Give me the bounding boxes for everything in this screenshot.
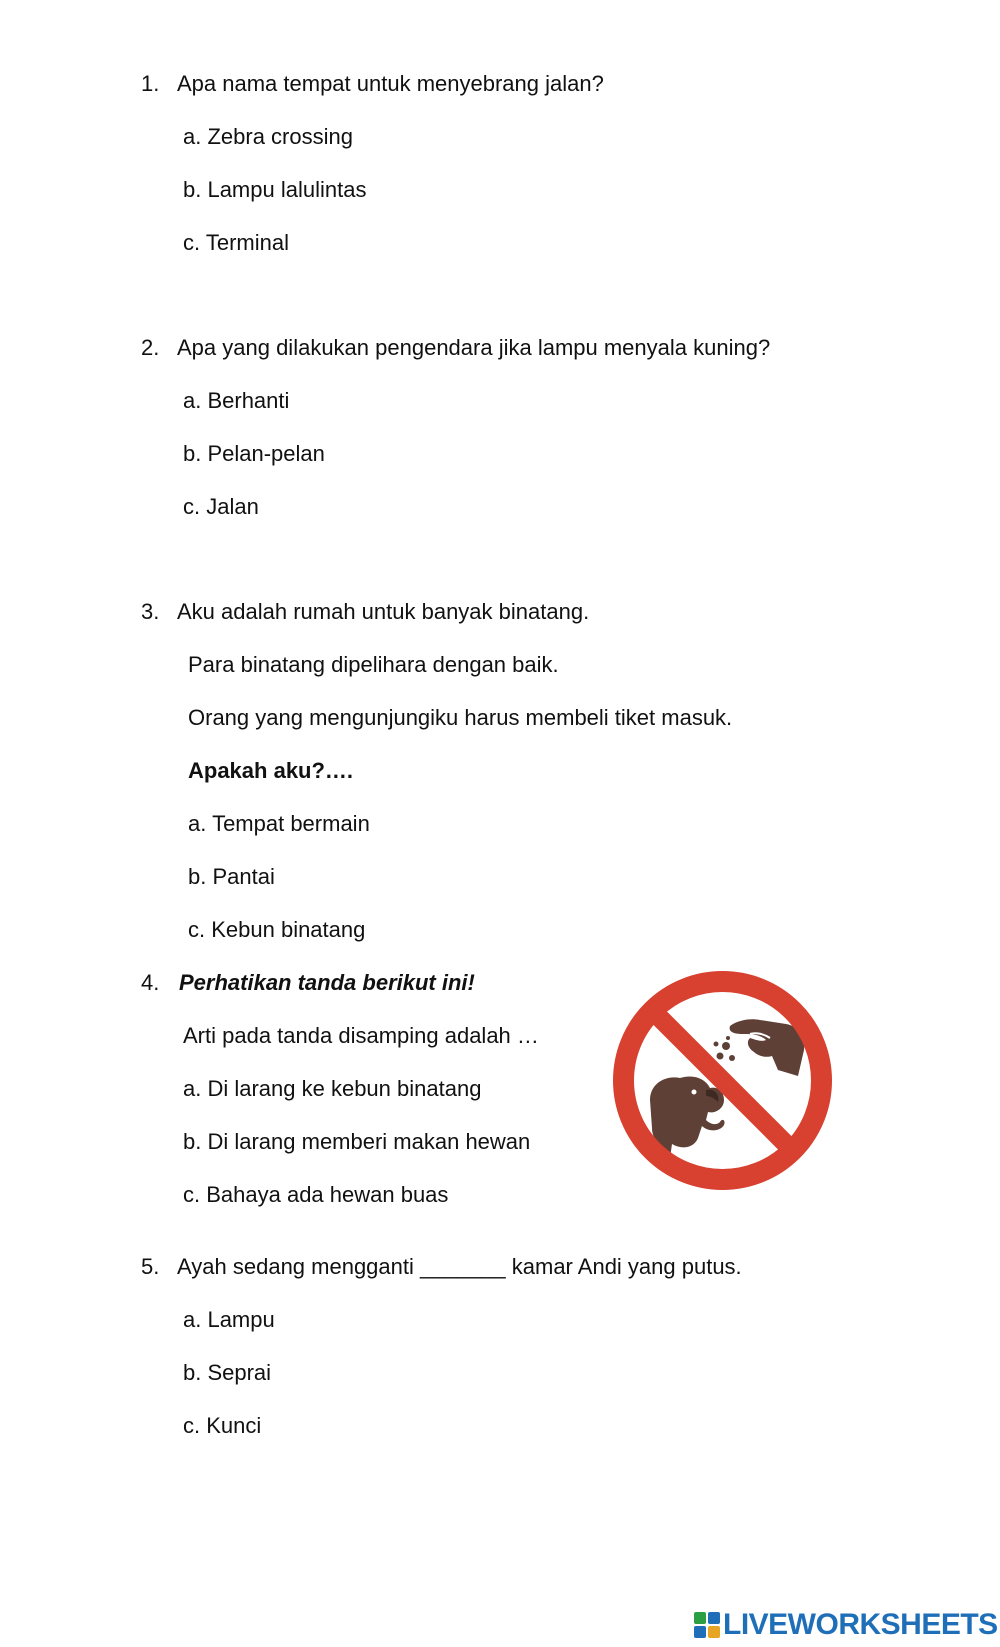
question-4-text: Perhatikan tanda berikut ini! <box>179 970 475 995</box>
question-1-text: Apa nama tempat untuk menyebrang jalan? <box>177 71 604 96</box>
question-5-number: 5. <box>141 1254 160 1279</box>
question-1-option-a[interactable]: a. Zebra crossing <box>183 124 353 149</box>
feeding-hand-icon <box>714 1019 805 1076</box>
question-5-option-c[interactable]: c. Kunci <box>183 1413 262 1438</box>
liveworksheets-logo[interactable] <box>694 1608 998 1642</box>
question-4-option-c[interactable]: c. Bahaya ada hewan buas <box>183 1182 449 1207</box>
question-3-option-b[interactable]: b. Pantai <box>188 864 275 889</box>
question-3-text: Aku adalah rumah untuk banyak binatang. <box>177 599 590 624</box>
question-3-option-c[interactable]: c. Kebun binatang <box>188 917 366 942</box>
question-3-option-a[interactable]: a. Tempat bermain <box>188 811 370 836</box>
question-3-prompt: Apakah aku?…. <box>188 758 354 783</box>
question-3-line-2: Orang yang mengunjungiku harus membeli tiket masuk. <box>188 705 733 730</box>
question-4-option-b[interactable]: b. Di larang memberi makan hewan <box>183 1129 531 1154</box>
question-2-text: Apa yang dilakukan pengendara jika lampu menyala kuning? <box>177 335 771 360</box>
question-4-option-a[interactable]: a. Di larang ke kebun binatang <box>183 1076 482 1101</box>
no-feeding-animals-sign-icon <box>610 968 835 1193</box>
question-2-option-c[interactable]: c. Jalan <box>183 494 259 519</box>
question-1-option-c[interactable]: c. Terminal <box>183 230 289 255</box>
question-1-option-b[interactable]: b. Lampu lalulintas <box>183 177 367 202</box>
question-2-option-a[interactable]: a. Berhanti <box>183 388 290 413</box>
question-5-option-b[interactable]: b. Seprai <box>183 1360 272 1385</box>
question-5-text: Ayah sedang mengganti _______ kamar Andi yang putus. <box>177 1254 742 1279</box>
question-2-number: 2. <box>141 335 160 360</box>
logo-text: LIVEWORKSHEETS <box>723 1608 998 1641</box>
question-2-option-b[interactable]: b. Pelan-pelan <box>183 441 325 466</box>
question-5-option-a[interactable]: a. Lampu <box>183 1307 275 1332</box>
question-4-prompt: Arti pada tanda disamping adalah … <box>183 1023 539 1048</box>
question-4-number: 4. <box>141 970 160 995</box>
question-3-line-1: Para binatang dipelihara dengan baik. <box>188 652 559 677</box>
question-1-number: 1. <box>141 71 160 96</box>
question-3-number: 3. <box>141 599 160 624</box>
logo-blocks-icon <box>694 1612 720 1638</box>
